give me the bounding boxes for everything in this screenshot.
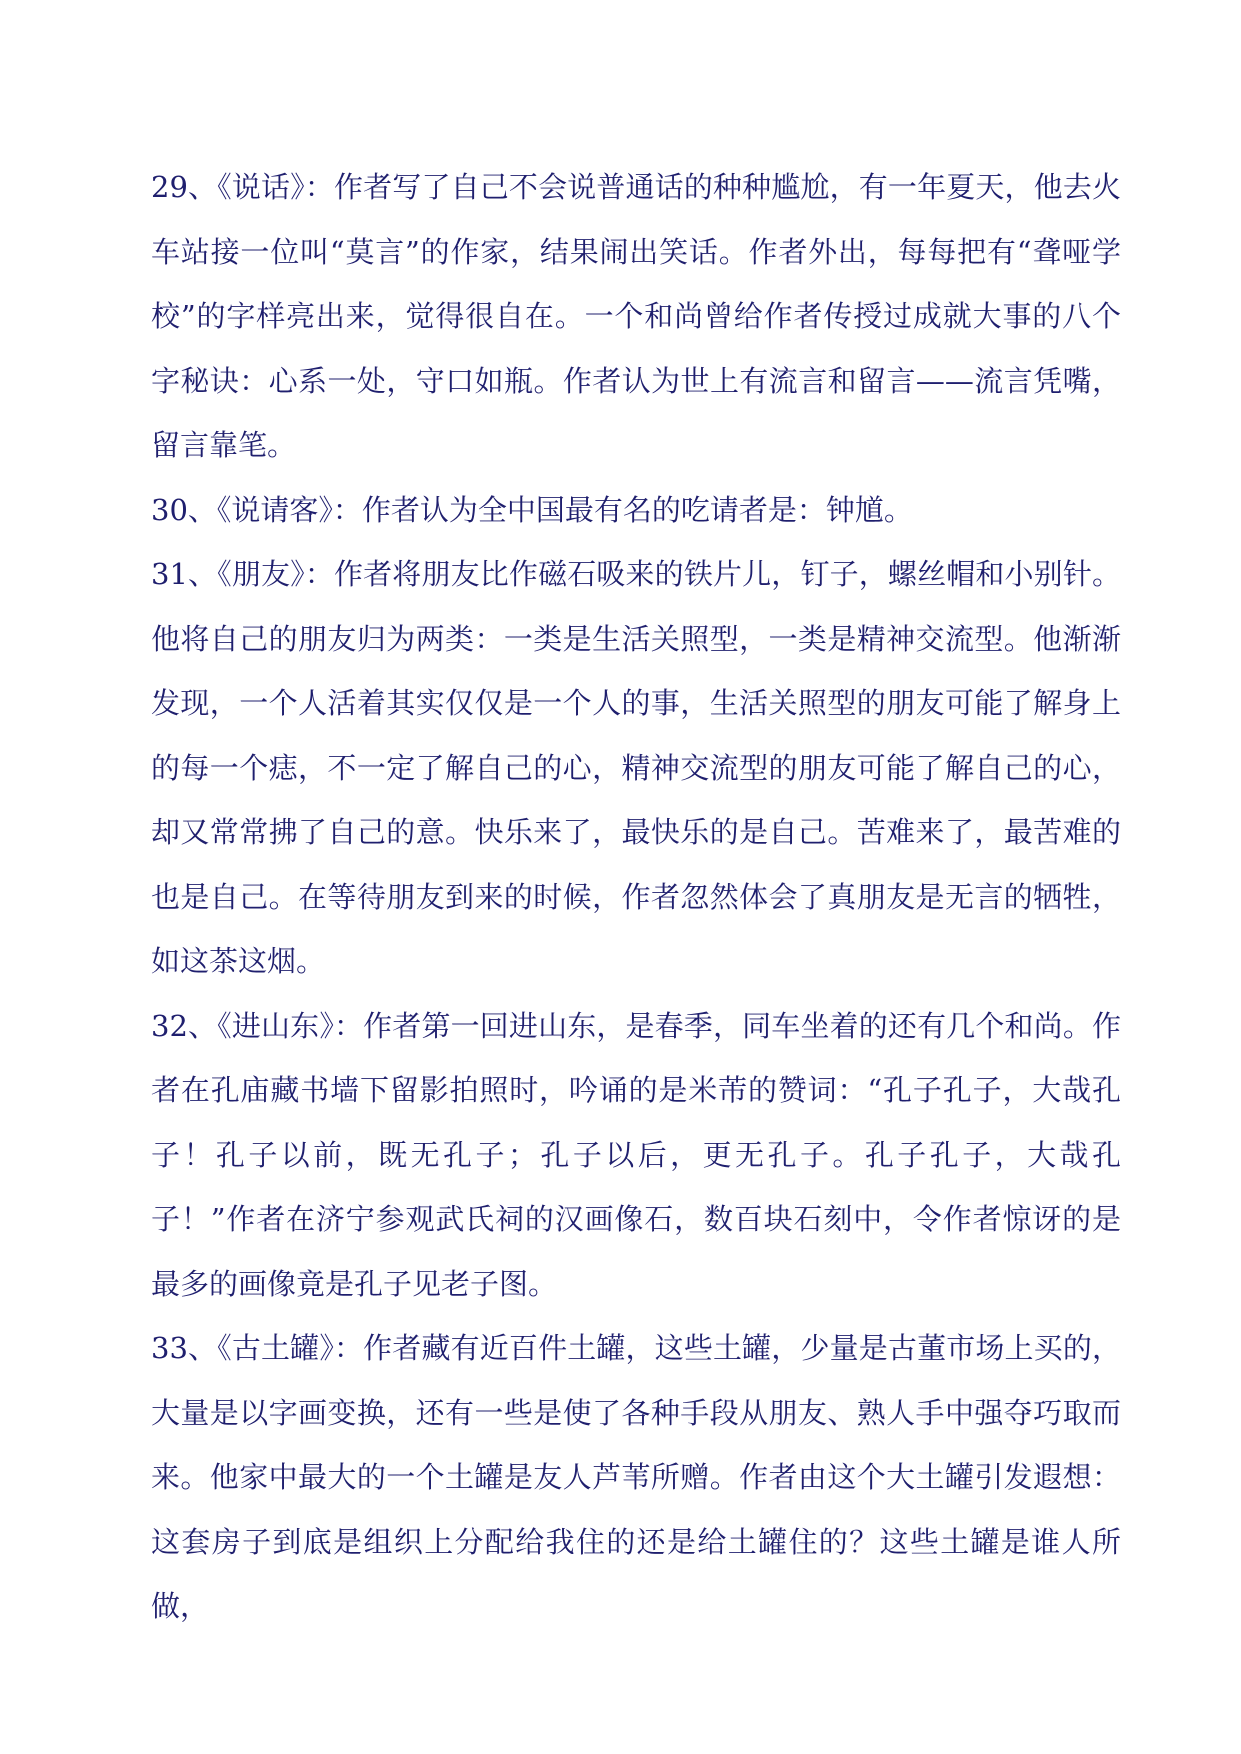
paragraph-31-friends: 31、《朋友》：作者将朋友比作磁石吸来的铁片儿，钉子，螺丝帽和小别针。他将自己的朋友归为两类：一类是生活关照型，一类是精神交流型。他渐渐发现，一个人活着其实仅仅是一个人的事，生活关照型的朋友可能了解身上的每一个痣，不一定了解自己的心，精神交流型的朋友可能了解自己的心，却又常常拂了自己的意。快乐来了，最快乐的是自己。苦难来了，最苦难的也是自己。在等待朋友到来的时候，作者忽然体会了真朋友是无言的牺牲，如这茶这烟。 (151, 557, 1121, 978)
paragraph-32-shandong: 32、《进山东》：作者第一回进山东，是春季，同车坐着的还有几个和尚。作者在孔庙藏书墙下留影拍照时，吟诵的是米芾的赞词：“孔子孔子，大哉孔子！孔子以前，既无孔子；孔子以后，更无孔子。孔子孔子，大哉孔子！”作者在济宁参观武氏祠的汉画像石，数百块石刻中，令作者惊讶的是最多的画像竟是孔子见老子图。 (151, 1008, 1121, 1301)
paragraph-33-clay-jars: 33、《古土罐》：作者藏有近百件土罐，这些土罐，少量是古董市场上买的，大量是以字画变换，还有一些是使了各种手段从朋友、熟人手中强夺巧取而来。他家中最大的一个土罐是友人芦苇所赠。作者由这个大土罐引发遐想：这套房子到底是组织上分配给我住的还是给土罐住的？这些土罐是谁人所做， (151, 1331, 1121, 1623)
document-body (151, 155, 1121, 1639)
paragraph-30-treating-guests: 30、《说请客》：作者认为全中国最有名的吃请者是：钟馗。 (151, 492, 913, 527)
paragraph-29-speaking: 29、《说话》：作者写了自己不会说普通话的种种尴尬，有一年夏天，他去火车站接一位叫“莫言”的作家，结果闹出笑话。作者外出，每每把有“聋哑学校”的字样亮出来，觉得很自在。一个和尚曾给作者传授过成就大事的八个字秘诀：心系一处，守口如瓶。作者认为世上有流言和留言——流言凭嘴，留言靠笔。 (151, 170, 1121, 462)
